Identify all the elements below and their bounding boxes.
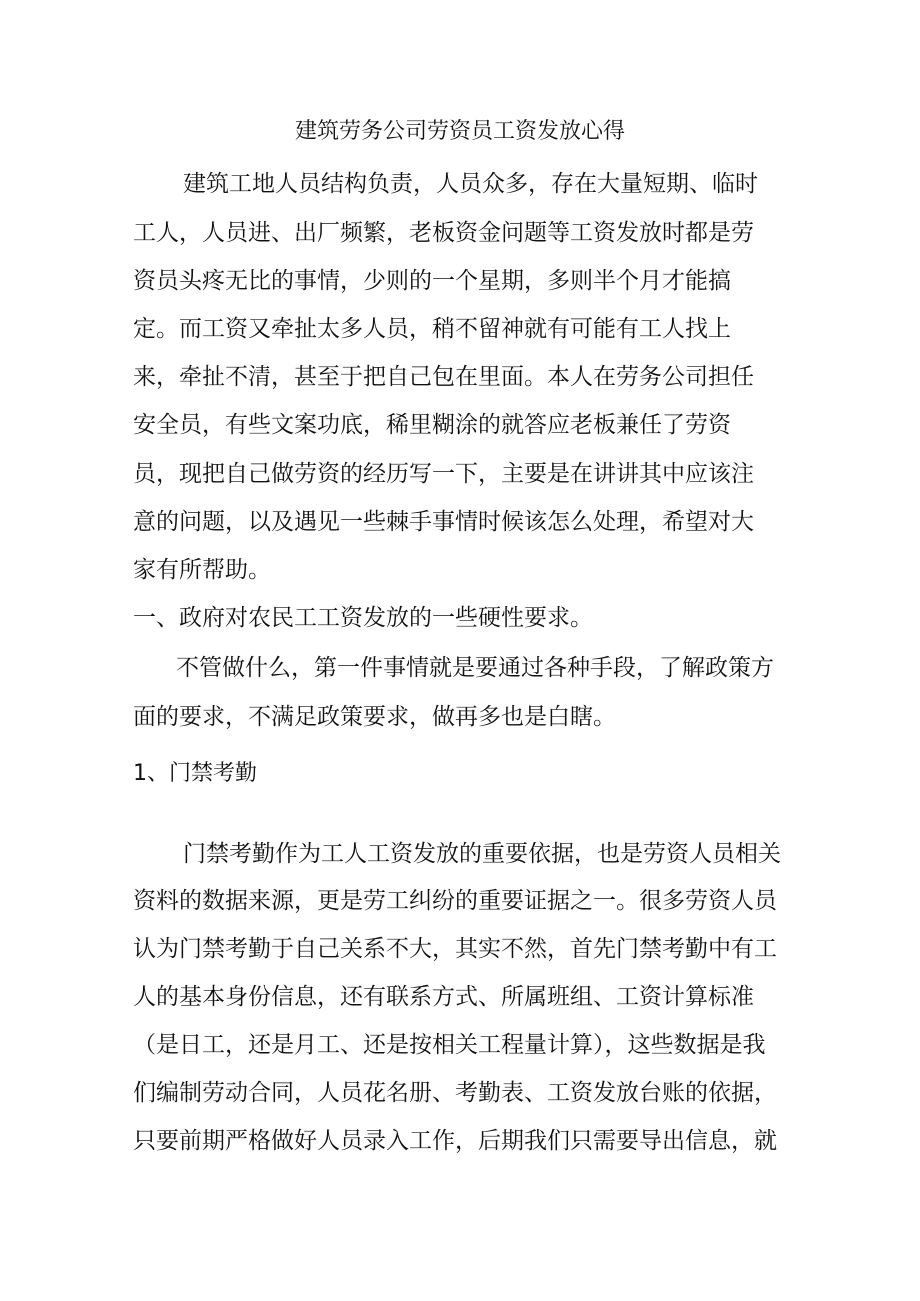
section-1-line-1: 不管做什么，第一件事情就是要通过各种手段，了解政策方	[176, 655, 774, 681]
subsection-1-line-6: 们编制劳动合同，人员花名册、考勤表、工资发放台账的依据，	[133, 1080, 777, 1106]
intro-line-2: 工人，人员进、出厂频繁，老板资金问题等工资发放时都是劳	[133, 220, 754, 246]
subsection-1-line-5: （是日工，还是月工、还是按相关工程量计算），这些数据是我	[133, 1032, 766, 1058]
document-title: 建筑劳务公司劳资员工资发放心得	[294, 119, 625, 144]
subsection-1-heading: 1、门禁考勤	[133, 761, 257, 786]
intro-line-9: 家有所帮助。	[133, 557, 271, 583]
subsection-1-line-3: 认为门禁考勤于自己关系不大，其实不然，首先门禁考勤中有工	[133, 936, 777, 962]
intro-line-7: 员，现把自己做劳资的经历写一下，主要是在讲讲其中应该注	[133, 461, 754, 487]
section-1-line-2: 面的要求，不满足政策要求，做再多也是白瞎。	[133, 704, 616, 730]
intro-line-4: 定。而工资又牵扯太多人员，稍不留神就有可能有工人找上	[133, 316, 731, 342]
subsection-1-line-2: 资料的数据来源，更是劳工纠纷的重要证据之一。很多劳资人员	[133, 888, 777, 914]
intro-line-3: 资员头疼无比的事情，少则的一个星期，多则半个月才能搞	[133, 268, 731, 294]
subsection-1-line-1: 门禁考勤作为工人工资发放的重要依据，也是劳资人员相关	[183, 841, 781, 867]
intro-line-5: 来，牵扯不清，甚至于把自己包在里面。本人在劳务公司担任	[133, 364, 754, 390]
section-1-heading: 一、政府对农民工工资发放的一些硬性要求。	[133, 605, 593, 631]
intro-line-1: 建筑工地人员结构负责，人员众多，存在大量短期、临时	[183, 171, 758, 197]
intro-line-6: 安全员，有些文案功底，稀里糊涂的就答应老板兼任了劳资	[133, 412, 731, 438]
intro-line-8: 意的问题，以及遇见一些棘手事情时候该怎么处理，希望对大	[133, 509, 754, 535]
subsection-1-line-4: 人的基本身份信息，还有联系方式、所属班组、工资计算标准	[133, 984, 754, 1010]
subsection-1-line-7: 只要前期严格做好人员录入工作，后期我们只需要导出信息，就	[133, 1128, 777, 1154]
